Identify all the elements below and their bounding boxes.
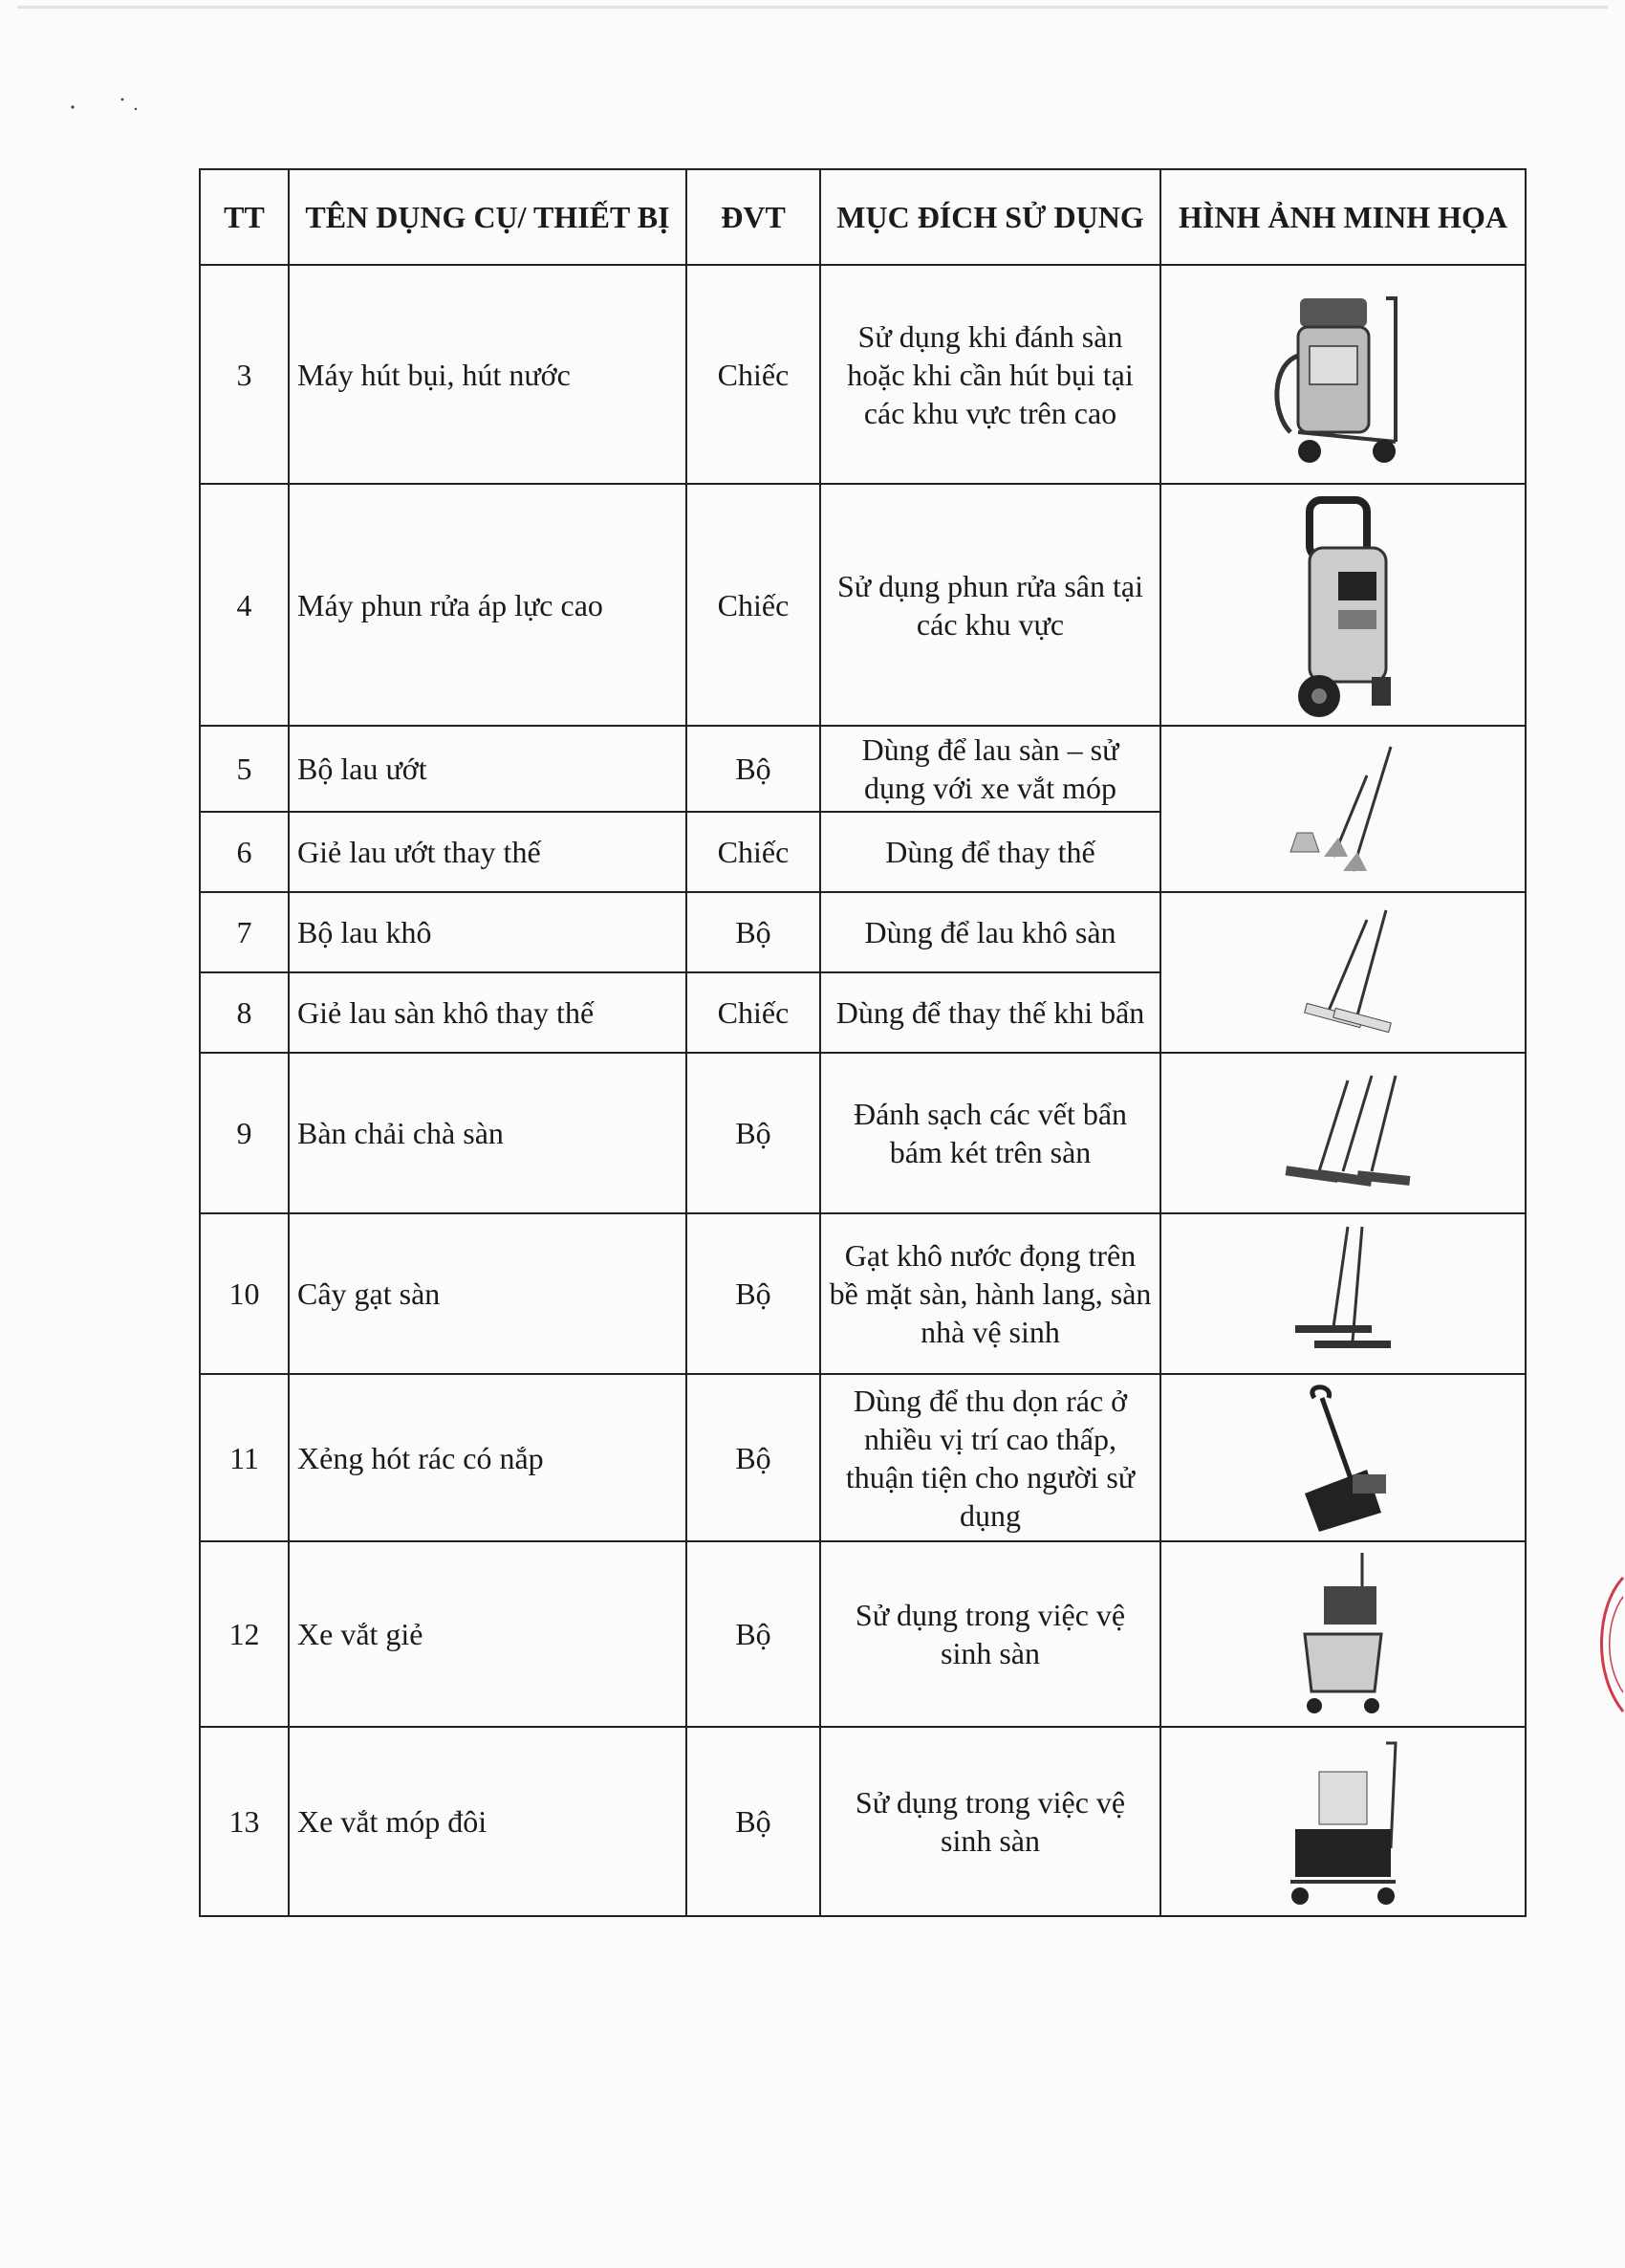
row-purpose: Sử dụng trong việc vệ sinh sàn	[820, 1727, 1160, 1916]
row-purpose: Sử dụng phun rửa sân tại các khu vực	[820, 484, 1160, 726]
header-name: TÊN DỤNG CỤ/ THIẾT BỊ	[289, 169, 686, 265]
equipment-table	[199, 168, 1527, 1917]
wet-mop-set-icon	[1276, 737, 1410, 881]
red-stamp-fragment	[1587, 1568, 1625, 1721]
row-name: Cây gạt sàn	[289, 1213, 686, 1374]
row-name: Xe vắt giẻ	[289, 1541, 686, 1727]
row-name: Máy phun rửa áp lực cao	[289, 484, 686, 726]
table-row	[200, 265, 1526, 484]
table-row	[200, 1374, 1526, 1541]
header-image: HÌNH ẢNH MINH HỌA	[1160, 169, 1526, 265]
row-name: Bộ lau ướt	[289, 726, 686, 812]
row-tt: 8	[200, 972, 289, 1053]
row-purpose: Sử dụng khi đánh sàn hoặc khi cần hút bụi tại các khu vực trên cao	[820, 265, 1160, 484]
row-unit: Bộ	[686, 1053, 820, 1213]
row-name: Bộ lau khô	[289, 892, 686, 972]
row-unit: Bộ	[686, 1213, 820, 1374]
floor-squeegee-icon	[1290, 1222, 1396, 1365]
row-name: Bàn chải chà sàn	[289, 1053, 686, 1213]
row-unit: Bộ	[686, 1727, 820, 1916]
row-tt: 5	[200, 726, 289, 812]
row-name: Xẻng hót rác có nắp	[289, 1374, 686, 1541]
scan-page-edge	[17, 6, 1608, 9]
double-mop-bucket-trolley-icon	[1281, 1734, 1405, 1910]
row-tt: 11	[200, 1374, 289, 1541]
header-unit: ĐVT	[686, 169, 820, 265]
row-purpose: Dùng để thay thế	[820, 812, 1160, 892]
row-tt: 9	[200, 1053, 289, 1213]
row-purpose: Sử dụng trong việc vệ sinh sàn	[820, 1541, 1160, 1727]
floor-brush-icon	[1267, 1066, 1419, 1200]
table-row	[200, 484, 1526, 726]
row-tt: 3	[200, 265, 289, 484]
row-purpose: Dùng để lau sàn – sử dụng với xe vắt móp	[820, 726, 1160, 812]
header-purpose: MỤC ĐÍCH SỬ DỤNG	[820, 169, 1160, 265]
row-tt: 6	[200, 812, 289, 892]
row-tt: 4	[200, 484, 289, 726]
row-purpose: Gạt khô nước đọng trên bề mặt sàn, hành lang, sàn nhà vệ sinh	[820, 1213, 1160, 1374]
row-unit: Bộ	[686, 892, 820, 972]
table-row	[200, 1727, 1526, 1916]
table-row	[200, 892, 1526, 972]
row-unit: Chiếc	[686, 812, 820, 892]
row-purpose: Đánh sạch các vết bẩn bám két trên sàn	[820, 1053, 1160, 1213]
table-row	[200, 726, 1526, 812]
scan-dots-mark	[67, 96, 143, 115]
row-name: Máy hút bụi, hút nước	[289, 265, 686, 484]
header-tt: TT	[200, 169, 289, 265]
row-purpose: Dùng để lau khô sàn	[820, 892, 1160, 972]
table-row	[200, 1213, 1526, 1374]
pressure-washer-icon	[1281, 491, 1405, 720]
row-name: Giẻ lau sàn khô thay thế	[289, 972, 686, 1053]
row-unit: Chiếc	[686, 972, 820, 1053]
row-tt: 12	[200, 1541, 289, 1727]
row-unit: Chiếc	[686, 484, 820, 726]
lobby-dustpan-icon	[1286, 1379, 1400, 1537]
row-unit: Bộ	[686, 1374, 820, 1541]
row-unit: Chiếc	[686, 265, 820, 484]
row-tt: 10	[200, 1213, 289, 1374]
row-name: Xe vắt móp đôi	[289, 1727, 686, 1916]
table-header-row	[200, 169, 1526, 265]
row-purpose: Dùng để thu dọn rác ở nhiều vị trí cao thấp, thuận tiện cho người sử dụng	[820, 1374, 1160, 1541]
row-name: Giẻ lau ướt thay thế	[289, 812, 686, 892]
page-bottom-margin	[0, 2230, 1625, 2268]
row-tt: 7	[200, 892, 289, 972]
row-unit: Bộ	[686, 726, 820, 812]
mop-wringer-bucket-icon	[1290, 1548, 1396, 1720]
dry-mop-set-icon	[1276, 901, 1410, 1044]
wet-dry-vacuum-icon	[1271, 279, 1415, 470]
row-unit: Bộ	[686, 1541, 820, 1727]
row-purpose: Dùng để thay thế khi bẩn	[820, 972, 1160, 1053]
table-row	[200, 1541, 1526, 1727]
table-row	[200, 1053, 1526, 1213]
row-tt: 13	[200, 1727, 289, 1916]
